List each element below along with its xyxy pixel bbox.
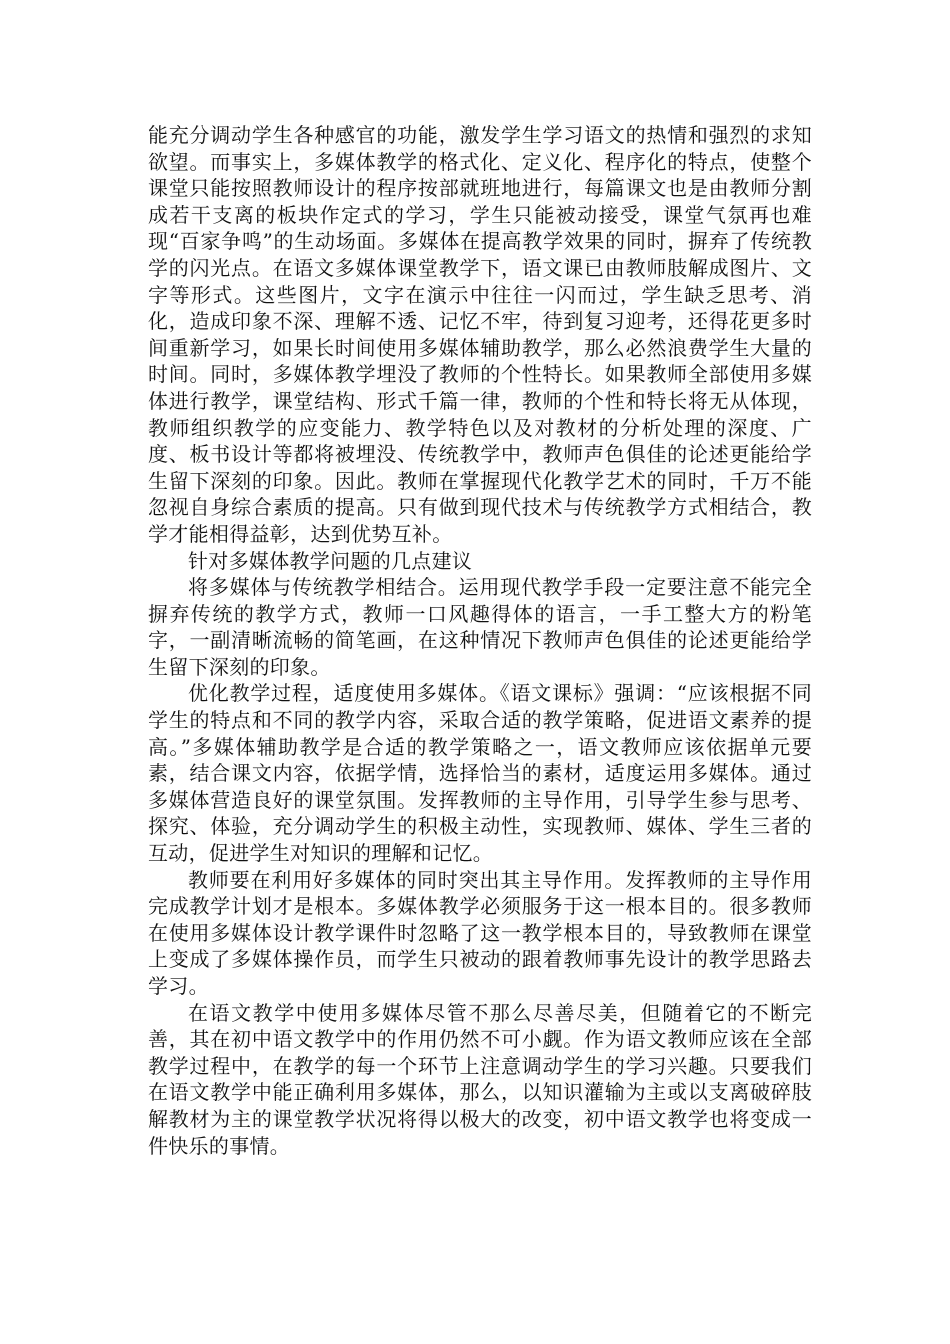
paragraph: 将多媒体与传统教学相结合。运用现代教学手段一定要注意不能完全摒弃传统的教学方式，教师一口风趣得体的语言，一手工整大方的粉笔字，一副清晰流畅的简笔画，在这种情况下教师声色俱佳的论述更能给学生留下深刻的印象。 [148,575,812,679]
paragraph-continued: 能充分调动学生各种感官的功能，激发学生学习语文的热情和强烈的求知欲望。而事实上，多媒体教学的格式化、定义化、程序化的特点，使整个课堂只能按照教师设计的程序按部就班地进行，每篇课文也是由教师分割成若干支离的板块作定式的学习，学生只能被动接受，课堂气氛再也难现“百家争鸣”的生动场面。多媒体在提高教学效果的同时，摒弃了传统教学的闪光点。在语文多媒体课堂教学下，语文课已由教师肢解成图片、文字等形式。这些图片，文字在演示中往往一闪而过，学生缺乏思考、消化，造成印象不深、理解不透、记忆不牢，待到复习迎考，还得花更多时间重新学习，如果长时间使用多媒体辅助教学，那么必然浪费学生大量的时间。同时，多媒体教学埋没了教师的个性特长。如果教师全部使用多媒体进行教学，课堂结构、形式千篇一律，教师的个性和特长将无从体现，教师组织教学的应变能力、教学特色以及对教材的分析处理的深度、广度、板书设计等都将被埋没、传统教学中，教师声色俱佳的论述更能给学生留下深刻的印象。因此。教师在掌握现代化教学艺术的同时，千万不能忽视自身综合素质的提高。只有做到现代技术与传统教学方式相结合，教学才能相得益彰，达到优势互补。 [148,123,812,546]
paragraph: 在语文教学中使用多媒体尽管不那么尽善尽美，但随着它的不断完善，其在初中语文教学中的作用仍然不可小觑。作为语文教师应该在全部教学过程中，在教学的每一个环节上注意调动学生的学习兴趣。只要我们在语文教学中能正确利用多媒体，那么，以知识灌输为主或以支离破碎肢解教材为主的课堂教学状况将得以极大的改变，初中语文教学也将变成一件快乐的事情。 [148,1000,812,1158]
section-heading: 针对多媒体教学问题的几点建议 [188,548,473,573]
document-body [148,122,812,1159]
paragraph: 教师要在利用好多媒体的同时突出其主导作用。发挥教师的主导作用完成教学计划才是根本。多媒体教学必须服务于这一根本目的。很多教师在使用多媒体设计教学课件时忽略了这一教学根本目的，导致教师在课堂上变成了多媒体操作员，而学生只被动的跟着教师事先设计的教学思路去学习。 [148,867,812,998]
paragraph: 优化教学过程，适度使用多媒体。《语文课标》强调：“应该根据不同学生的特点和不同的教学内容，采取合适的教学策略，促进语文素养的提高。”多媒体辅助教学是合适的教学策略之一，语文教师应该依据单元要素，结合课文内容，依据学情，选择恰当的素材，适度运用多媒体。通过多媒体营造良好的课堂氛围。发挥教师的主导作用，引导学生参与思考、探究、体验，充分调动学生的积极主动性，实现教师、媒体、学生三者的互动，促进学生对知识的理解和记忆。 [148,681,812,866]
